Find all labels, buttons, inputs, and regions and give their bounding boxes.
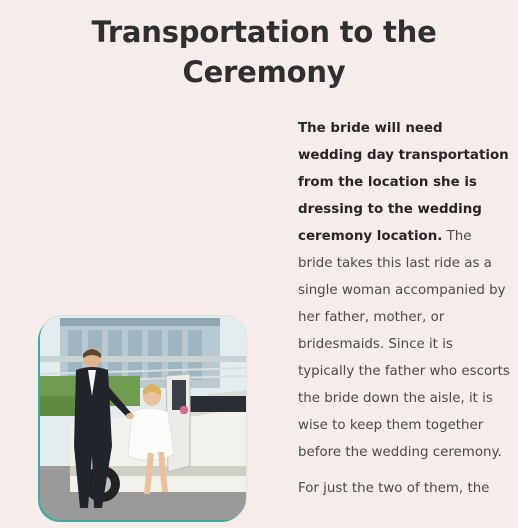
- description-paragraph-2: For just the two of them, the: [298, 481, 490, 496]
- description-paragraph-1: [298, 115, 510, 466]
- wedding-limousine-photo: [40, 316, 246, 520]
- body-sentences: The bride takes this last ride as a single woman accompanied by her father, mother, or bridesmaids. Since it is typically the father who escorts the bride down the aisle, it is wise to keep them together before the wedding ceremony.: [298, 229, 510, 460]
- transportation-description: [298, 115, 510, 511]
- section-title: [0, 12, 518, 92]
- section-title-line2: Ceremony: [182, 55, 346, 89]
- lead-sentence: The bride will need wedding day transportation from the location she is dressing to the wedding ceremony location.: [298, 121, 509, 244]
- bride-exiting-limousine-illustration: [40, 316, 246, 520]
- section-title-line1: Transportation to the: [91, 15, 437, 49]
